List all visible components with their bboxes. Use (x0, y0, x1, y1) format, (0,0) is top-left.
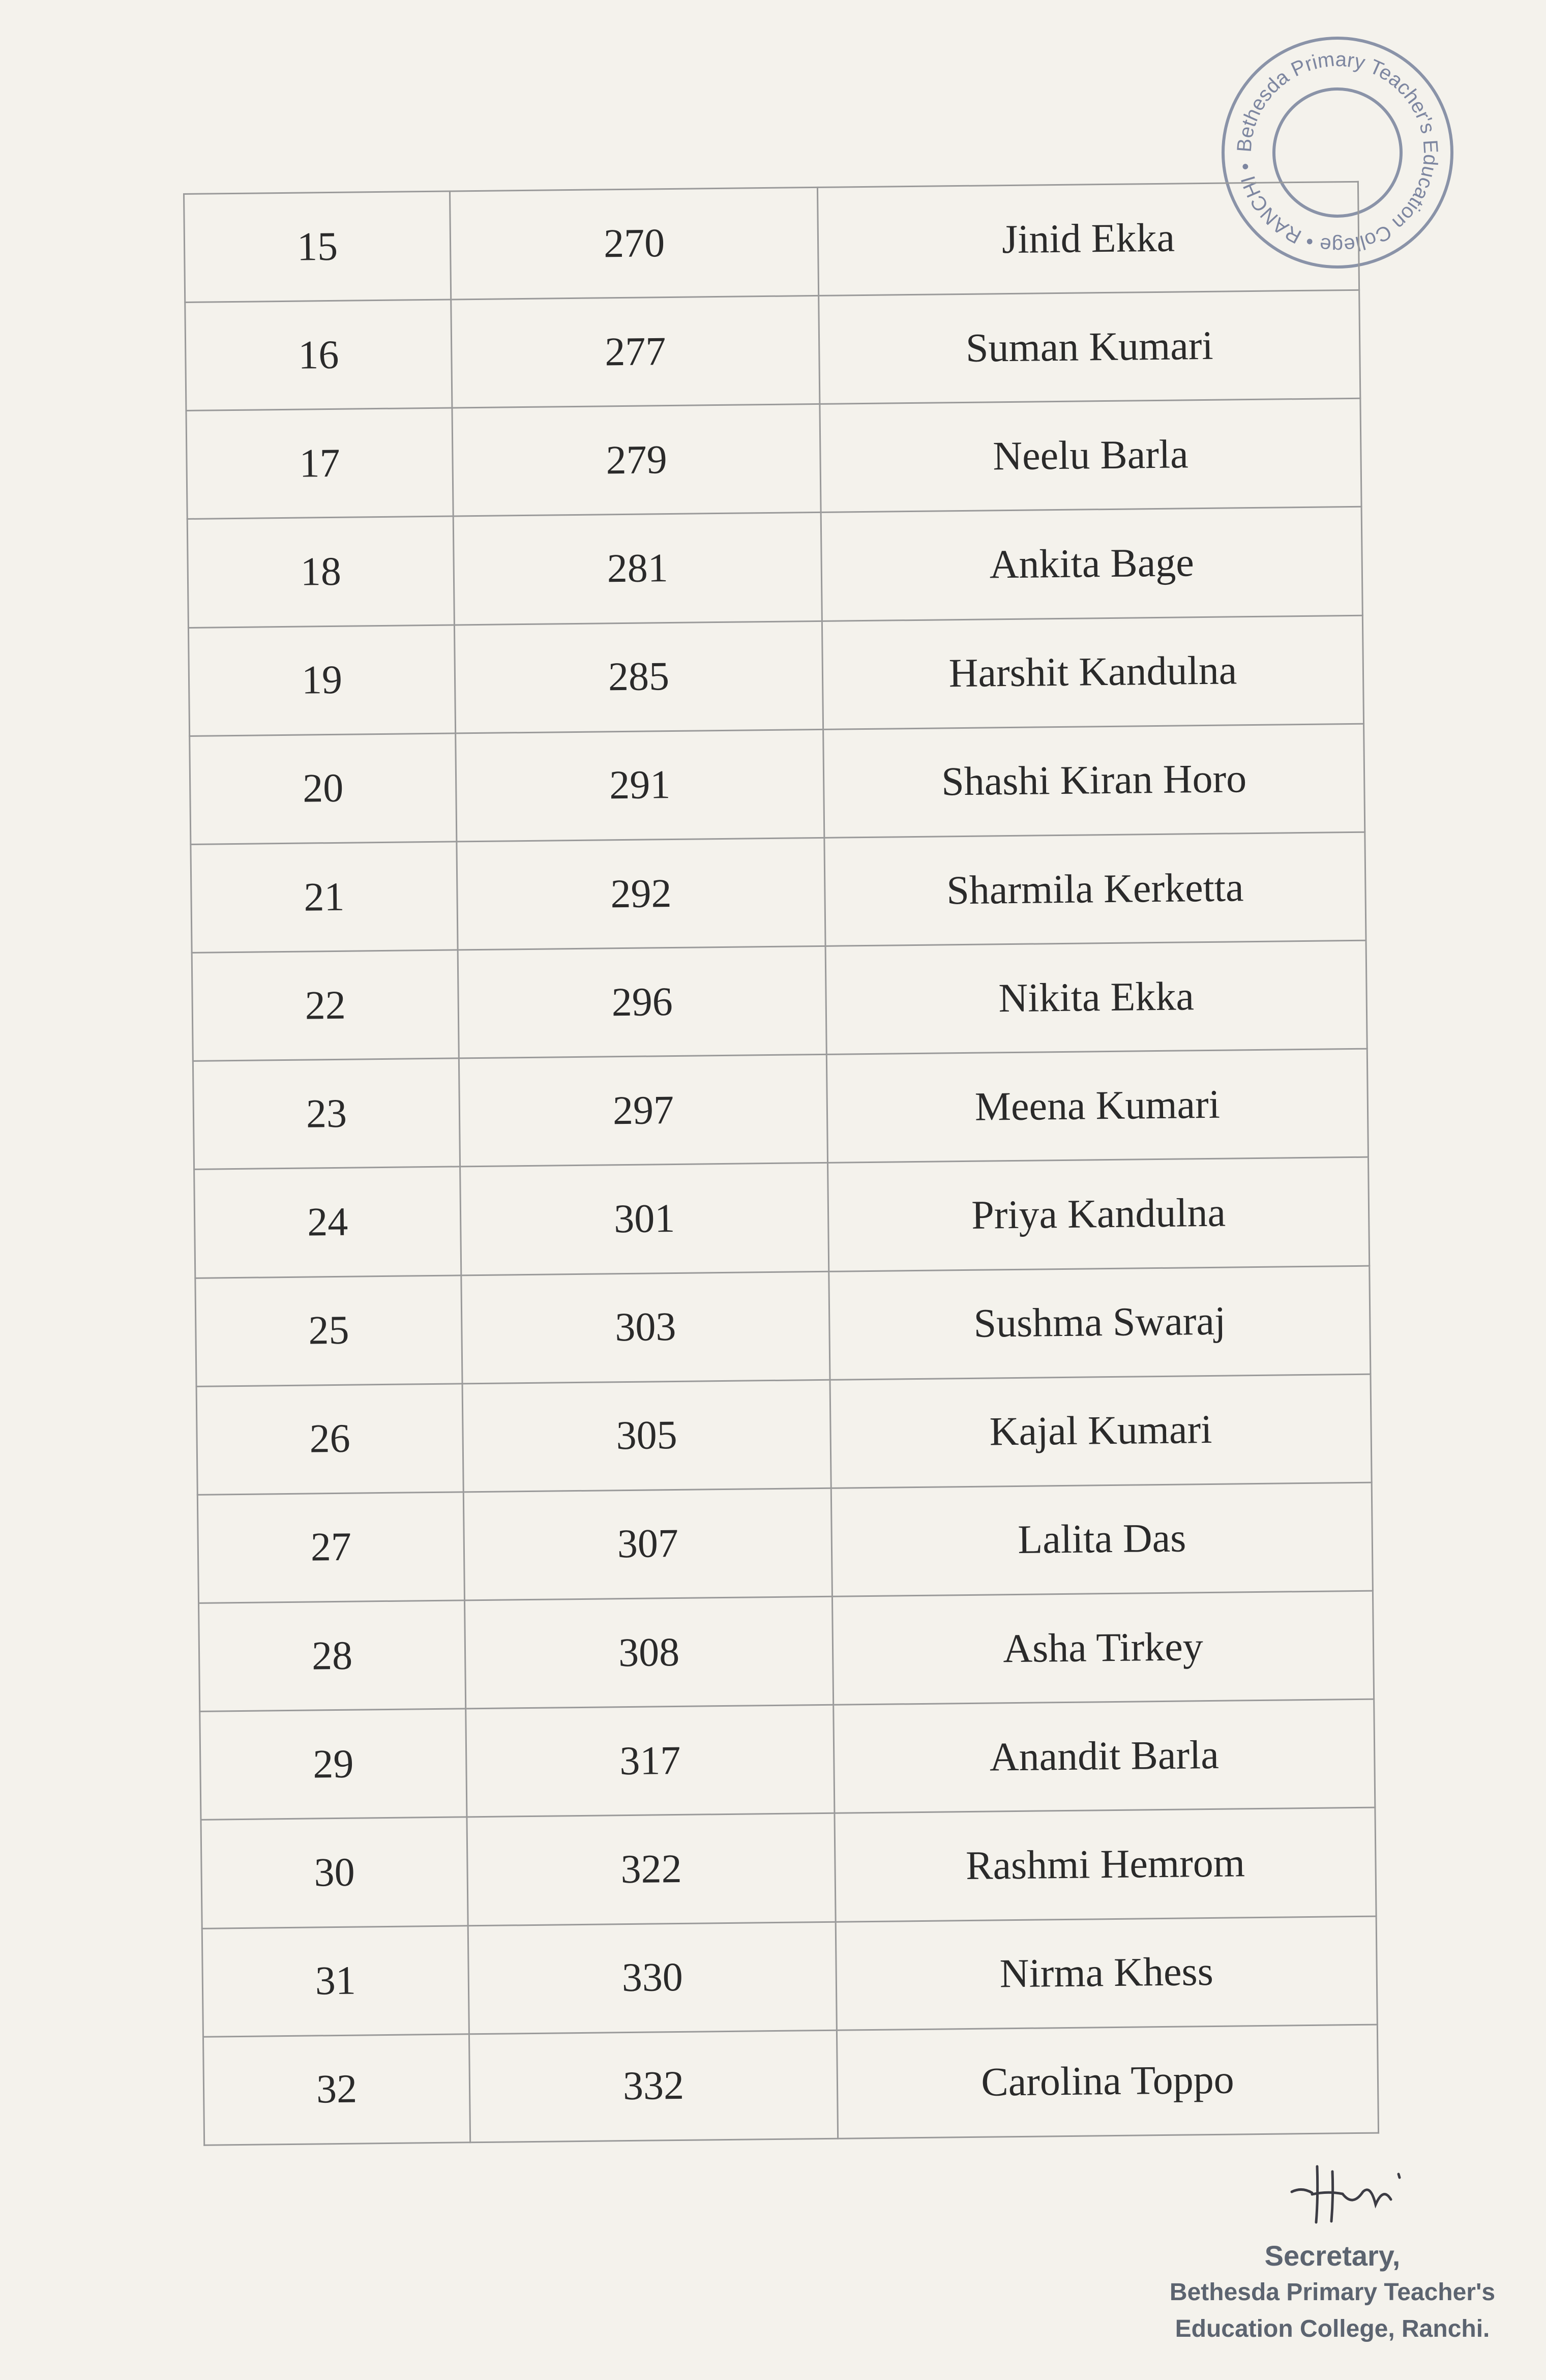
student-list-table-wrap (183, 181, 1373, 2146)
student-name-cell: Suman Kumari (819, 290, 1360, 404)
student-name-cell: Rashmi Hemrom (835, 1807, 1376, 1921)
student-name-cell: Neelu Barla (820, 399, 1361, 513)
student-name-cell: Ankita Bage (821, 507, 1362, 621)
student-name-cell: Kajal Kumari (830, 1374, 1372, 1488)
student-name-cell: Harshit Kandulna (822, 615, 1363, 729)
roll-number-cell: 330 (468, 1922, 837, 2034)
serial-number-cell: 28 (199, 1600, 466, 1712)
roll-number-cell: 281 (453, 513, 822, 625)
serial-number-cell: 20 (190, 733, 457, 845)
table-row (201, 1807, 1376, 1928)
table-row (184, 182, 1359, 302)
student-name-cell: Sharmila Kerketta (824, 832, 1366, 946)
student-name-cell: Carolina Toppo (837, 2025, 1378, 2138)
serial-number-cell: 27 (197, 1492, 464, 1603)
signatory-block (1139, 2238, 1526, 2347)
table-row (190, 724, 1365, 844)
roll-number-cell: 279 (452, 404, 821, 517)
table-row (199, 1591, 1374, 1711)
student-name-cell: Meena Kumari (826, 1049, 1368, 1163)
serial-number-cell: 21 (191, 842, 458, 953)
roll-number-cell: 291 (456, 729, 824, 842)
roll-number-cell: 297 (459, 1055, 827, 1167)
student-name-cell: Sushma Swaraj (829, 1266, 1371, 1380)
table-row (197, 1482, 1373, 1603)
serial-number-cell: 32 (203, 2034, 470, 2145)
table-row (200, 1699, 1375, 1820)
table-row (202, 1916, 1377, 2037)
roll-number-cell: 285 (454, 621, 823, 733)
roll-number-cell: 332 (469, 2030, 838, 2143)
handwritten-signature (1282, 2156, 1414, 2227)
serial-number-cell: 30 (201, 1817, 468, 1928)
roll-number-cell: 305 (462, 1380, 831, 1492)
table-row (194, 1157, 1370, 1278)
table-row (195, 1266, 1371, 1386)
student-name-cell: Anandit Barla (834, 1699, 1375, 1813)
student-name-cell: Priya Kandulna (828, 1157, 1370, 1271)
roll-number-cell: 270 (450, 187, 818, 300)
signatory-org-line-2: Education College, Ranchi. (1175, 2315, 1490, 2342)
serial-number-cell: 26 (196, 1384, 463, 1495)
student-list-body (184, 182, 1379, 2145)
roll-number-cell: 303 (461, 1271, 830, 1384)
serial-number-cell: 29 (200, 1709, 467, 1820)
serial-number-cell: 17 (186, 408, 453, 519)
table-row (193, 1049, 1368, 1169)
table-row (186, 399, 1361, 519)
table-row (192, 940, 1367, 1061)
table-row (191, 832, 1366, 953)
signatory-org-line-1: Bethesda Primary Teacher's (1169, 2279, 1496, 2306)
serial-number-cell: 22 (192, 950, 459, 1061)
student-name-cell: Nirma Khess (836, 1916, 1377, 2030)
table-row (187, 507, 1362, 628)
serial-number-cell: 24 (194, 1167, 461, 1278)
serial-number-cell: 19 (188, 625, 455, 736)
student-name-cell: Shashi Kiran Horo (823, 724, 1365, 838)
table-row (196, 1374, 1372, 1495)
roll-number-cell: 301 (460, 1163, 829, 1275)
table-row (188, 615, 1363, 736)
roll-number-cell: 292 (457, 838, 825, 950)
student-name-cell: Jinid Ekka (817, 182, 1359, 295)
roll-number-cell: 296 (458, 946, 826, 1058)
serial-number-cell: 16 (185, 300, 452, 411)
roll-number-cell: 277 (451, 296, 820, 408)
roll-number-cell: 322 (467, 1813, 836, 1926)
serial-number-cell: 15 (184, 191, 451, 303)
roll-number-cell: 308 (465, 1596, 834, 1709)
serial-number-cell: 31 (202, 1925, 469, 2037)
serial-number-cell: 18 (187, 516, 454, 628)
signatory-title: Secretary, (1264, 2240, 1401, 2272)
roll-number-cell: 317 (466, 1705, 835, 1817)
serial-number-cell: 25 (195, 1275, 462, 1386)
roll-number-cell: 307 (463, 1488, 832, 1600)
table-row (185, 290, 1360, 410)
seal-text: Bethesda Primary Teacher's Education College • RANCHI • (1233, 48, 1442, 257)
student-name-cell: Lalita Das (831, 1482, 1373, 1596)
student-name-cell: Nikita Ekka (825, 940, 1367, 1054)
student-list-table (183, 181, 1379, 2146)
student-name-cell: Asha Tirkey (832, 1591, 1374, 1705)
serial-number-cell: 23 (193, 1058, 460, 1170)
table-row (203, 2025, 1378, 2146)
